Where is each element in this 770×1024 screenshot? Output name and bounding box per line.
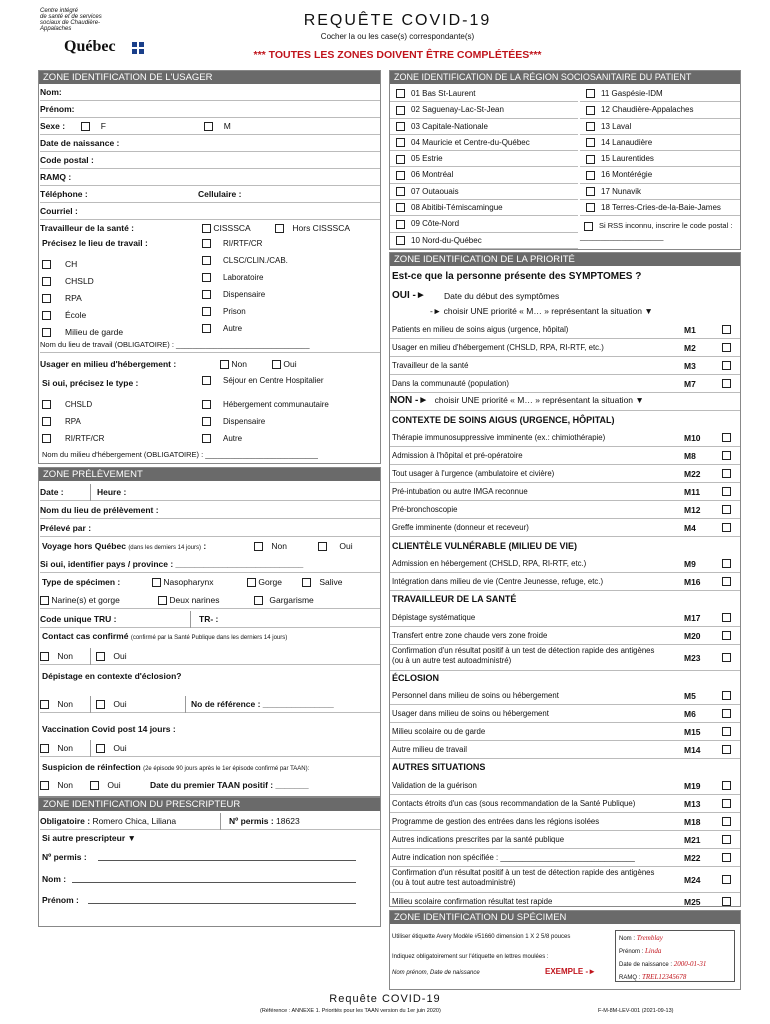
choisir-priorite-oui: -► choisir UNE priorité « M… » représentant la situation ▼ — [430, 306, 653, 316]
region-checkbox[interactable] — [396, 171, 405, 180]
priority-label: Usager dans milieu de soins ou hébergement — [392, 709, 549, 718]
region-checkbox[interactable] — [586, 122, 595, 131]
deux-narines-checkbox[interactable] — [158, 596, 167, 605]
gargarisme-checkbox[interactable] — [254, 596, 263, 605]
section-vulnerable: CLIENTÈLE VULNÉRABLE (MILIEU DE VIE) — [392, 541, 578, 551]
region-option[interactable] — [580, 167, 740, 183]
priority-label: Personnel dans milieu de soins ou hébergement — [392, 691, 559, 700]
region-checkbox[interactable] — [586, 106, 595, 115]
region-option[interactable] — [390, 216, 578, 232]
ri-rtf-checkbox[interactable] — [202, 239, 211, 248]
region-label: 17 Nunavik — [601, 186, 642, 196]
region-label: 04 Mauricie et Centre-du-Québec — [411, 137, 530, 147]
footer-title: Requête COVID-19 — [329, 993, 441, 1005]
sejour-checkbox[interactable] — [202, 376, 211, 385]
region-option[interactable] — [390, 119, 578, 135]
priority-checkbox[interactable] — [722, 361, 731, 370]
region-checkbox[interactable] — [396, 106, 405, 115]
priority-checkbox[interactable] — [722, 505, 731, 514]
region-checkbox[interactable] — [586, 187, 595, 196]
region-checkbox[interactable] — [586, 138, 595, 147]
priority-code: M13 — [684, 799, 701, 809]
priority-row — [390, 447, 740, 465]
region-checkbox[interactable] — [396, 155, 405, 164]
region-checkbox[interactable] — [396, 187, 405, 196]
zone-usager-title: ZONE IDENTIFICATION DE L'USAGER — [39, 71, 380, 84]
reference-field[interactable]: No de référence : _______________ — [185, 696, 334, 713]
prescripteur-row: Obligatoire : Romero Chica, Liliana Nº permis : 18623 — [40, 813, 380, 830]
region-option[interactable] — [580, 119, 740, 135]
sexe-f-checkbox[interactable] — [81, 122, 90, 131]
priority-code: M4 — [684, 523, 696, 533]
priority-label: Patients en milieu de soins aigus (urgence, hôpital) — [392, 325, 569, 334]
priority-code: M14 — [684, 745, 701, 755]
zone-prescripteur-title: ZONE IDENTIFICATION DU PRESCRIPTEUR — [39, 798, 380, 811]
heb-communautaire-checkbox[interactable] — [202, 400, 211, 409]
naso-checkbox[interactable] — [152, 578, 161, 587]
permis-value: 18623 — [276, 816, 300, 826]
contact-label: Contact cas confirmé (confirmé par la Santé Publique dans les derniers 14 jours) — [42, 631, 288, 641]
ramq-field[interactable]: RAMQ : — [40, 169, 380, 186]
priority-label: Pré-intubation ou autre IMGA reconnue — [392, 487, 528, 496]
priority-row — [390, 429, 740, 447]
priority-checkbox[interactable] — [722, 781, 731, 790]
eclosion-options: Non Oui No de référence : _______________ — [40, 696, 380, 713]
priority-code: M9 — [684, 559, 696, 569]
priority-rows-vulnerable — [390, 555, 740, 591]
date-symptomes-field[interactable]: Date du début des symptômes — [444, 291, 560, 301]
priority-checkbox[interactable] — [722, 577, 731, 586]
region-option[interactable] — [390, 102, 578, 118]
nom-lieu-travail-field[interactable]: Nom du lieu de travail (OBLIGATOIRE) : ________________________________ — [40, 337, 380, 353]
priority-code: M19 — [684, 781, 701, 791]
priority-row — [390, 465, 740, 483]
zone-specimen-title: ZONE IDENTIFICATION DU SPÉCIMEN — [390, 911, 740, 924]
priority-row — [390, 339, 740, 357]
region-label: 02 Saguenay-Lac-St-Jean — [411, 105, 504, 115]
priority-checkbox[interactable] — [722, 343, 731, 352]
priority-label: Usager en milieu d'hébergement (CHSLD, RPA, RI-RTF, etc.) — [392, 343, 604, 352]
footer-reference: (Référence : ANNEXE 1. Priorités pour les TAAN version du 1er juin 2020) — [260, 1008, 441, 1014]
priority-label: Intégration dans milieu de vie (Centre Jeunesse, refuge, etc.) — [392, 577, 604, 586]
eclosion-non-checkbox[interactable] — [40, 700, 49, 709]
priority-code: M6 — [684, 709, 696, 719]
salive-checkbox[interactable] — [302, 578, 311, 587]
ch-checkbox[interactable] — [42, 260, 51, 269]
nom-hebergement-field[interactable]: Nom du milieu d'hébergement (OBLIGATOIRE) : ___________________________ — [42, 450, 318, 459]
clsc-checkbox[interactable] — [202, 256, 211, 265]
logo-text: Centre intégré de santé et de services sociaux de Chaudière- Appalaches — [40, 8, 102, 32]
specimen-instr-1: Utiliser étiquette Avery Modèle #51660 dimension 1 X 2 5/8 pouces — [392, 934, 571, 940]
priority-row — [390, 849, 740, 867]
heure-field[interactable]: Heure : — [90, 484, 126, 501]
heberg-non-checkbox[interactable] — [220, 360, 229, 369]
priority-checkbox[interactable] — [722, 691, 731, 700]
priority-checkbox[interactable] — [722, 433, 731, 442]
region-label: 16 Montérégie — [601, 170, 653, 180]
priority-rows-travailleur — [390, 609, 740, 671]
courriel-field[interactable]: Courriel : — [40, 203, 380, 220]
vaccination-label: Vaccination Covid post 14 jours : — [42, 724, 176, 734]
section-soins-aigus: CONTEXTE DE SOINS AIGUS (URGENCE, HÔPITAL) — [392, 415, 615, 425]
region-checkbox[interactable] — [396, 236, 405, 245]
zone-priorite-title: ZONE IDENTIFICATION DE LA PRIORITÉ — [390, 253, 740, 266]
priority-rows-eclosion — [390, 687, 740, 759]
priority-label: Autre milieu de travail — [392, 745, 467, 754]
priority-code: M3 — [684, 361, 696, 371]
priority-checkbox[interactable] — [722, 653, 731, 662]
footer-code: F-M-8M-LEV-001 (2021-09-13) — [598, 1008, 674, 1014]
priority-checkbox[interactable] — [722, 559, 731, 568]
autre-nom-field[interactable]: Nom : — [42, 874, 356, 884]
contact-options: Non Oui — [40, 648, 380, 665]
priority-row — [390, 357, 740, 375]
lieu-prelevement-field[interactable]: Nom du lieu de prélèvement : — [40, 502, 380, 519]
priority-label: Milieu scolaire confirmation résultat test rapide — [392, 897, 553, 906]
specimen-row-2: Narine(s) et gorge Deux narines Gargarisme — [40, 592, 380, 609]
priority-checkbox[interactable] — [722, 469, 731, 478]
region-checkbox[interactable] — [396, 203, 405, 212]
region-checkbox[interactable] — [586, 203, 595, 212]
priority-checkbox[interactable] — [722, 523, 731, 532]
zone-prelevement-title: ZONE PRÉLÈVEMENT — [39, 468, 380, 481]
preleve-par-field[interactable]: Prélevé par : — [40, 520, 380, 537]
priority-code: M7 — [684, 379, 696, 389]
priority-row — [390, 627, 740, 645]
region-option[interactable] — [390, 135, 578, 151]
region-label: 15 Laurentides — [601, 154, 654, 164]
autre-prenom-field[interactable]: Prénom : — [42, 895, 356, 905]
prescripteur-name: Romero Chica, Liliana — [92, 816, 177, 826]
reinfection-label: Suspicion de réinfection (2e épisode 90 jours après le 1er épisode confirmé par TAAN): — [42, 762, 310, 772]
region-label: 14 Lanaudière — [601, 137, 653, 147]
priority-code: M18 — [684, 817, 701, 827]
priority-label: Milieu scolaire ou de garde — [392, 727, 486, 736]
symptomes-question: Est-ce que la personne présente des SYMPTOMES ? — [392, 271, 642, 282]
priority-checkbox[interactable] — [722, 799, 731, 808]
rpa-checkbox[interactable] — [42, 294, 51, 303]
priority-code: M21 — [684, 835, 701, 845]
nom-field[interactable]: Nom: — [40, 84, 380, 101]
priority-row — [390, 321, 740, 339]
region-option[interactable] — [580, 200, 740, 216]
laboratoire-checkbox[interactable] — [202, 273, 211, 282]
heberg-oui-checkbox[interactable] — [272, 360, 281, 369]
priority-checkbox[interactable] — [722, 817, 731, 826]
form-title: REQUÊTE COVID-19 — [303, 12, 492, 29]
eclosion-label: Dépistage en contexte d'éclosion? — [42, 671, 182, 681]
code-postal-field[interactable]: Code postal : — [40, 152, 380, 169]
section-autres: AUTRES SITUATIONS — [392, 762, 486, 772]
heb-chsld-checkbox[interactable] — [42, 400, 51, 409]
lieu-travail-label: Précisez le lieu de travail : — [42, 238, 148, 248]
form-subtitle: Cocher la ou les case(s) correspondante(s) — [320, 32, 475, 41]
region-checkbox[interactable] — [586, 89, 595, 98]
priority-row — [390, 555, 740, 573]
priority-code: M23 — [684, 653, 701, 663]
prenom-field[interactable]: Prénom: — [40, 101, 380, 118]
dob-field[interactable]: Date de naissance : — [40, 135, 380, 152]
region-option[interactable] — [580, 102, 740, 118]
priority-code: M22 — [684, 853, 701, 863]
region-label: 09 Côte-Nord — [411, 219, 460, 229]
voyage-oui-checkbox[interactable] — [318, 542, 327, 551]
eclosion-oui-checkbox[interactable] — [96, 700, 105, 709]
chsld-checkbox[interactable] — [42, 277, 51, 286]
priority-checkbox[interactable] — [722, 875, 731, 884]
priority-label: Tout usager à l'urgence (ambulatoire et civière) — [392, 469, 555, 478]
oui-label: OUI -► — [392, 290, 426, 301]
priority-label: Confirmation d'un résultat positif à un test de détection rapide des antigènes (ou à tout autre test autoadministré) — [392, 868, 655, 887]
specimen-instr-3: Nom prénom, Date de naissance — [392, 970, 480, 976]
region-option[interactable] — [580, 86, 740, 102]
lieu-right-list: RI/RTF/CR CLSC/CLIN./CAB. Laboratoire Dispensaire Prison Autre — [202, 235, 288, 337]
hors-cisssca-checkbox[interactable] — [275, 224, 284, 233]
sexe-m-checkbox[interactable] — [204, 122, 213, 131]
priority-checkbox[interactable] — [722, 897, 731, 906]
priority-row — [390, 519, 740, 537]
ecole-checkbox[interactable] — [42, 311, 51, 320]
priority-checkbox[interactable] — [722, 613, 731, 622]
sexe-row: Sexe : F M — [40, 118, 380, 135]
tru-field[interactable]: Code unique TRU : — [40, 614, 117, 624]
voyage-non-checkbox[interactable] — [254, 542, 263, 551]
region-checkbox[interactable] — [586, 171, 595, 180]
priority-label: Travailleur de la santé — [392, 361, 469, 370]
logo-name: Québec — [64, 38, 116, 55]
priority-code: M16 — [684, 577, 701, 587]
region-checkbox[interactable] — [396, 122, 405, 131]
heb-ri-checkbox[interactable] — [42, 434, 51, 443]
zone-region-title: ZONE IDENTIFICATION DE LA RÉGION SOCIOSANITAIRE DU PATIENT — [390, 71, 740, 84]
autre-checkbox[interactable] — [202, 324, 211, 333]
priority-row — [390, 645, 740, 671]
priority-checkbox[interactable] — [722, 853, 731, 862]
priority-checkbox[interactable] — [722, 727, 731, 736]
specimen-instr-2: Indiquez obligatoirement sur l'étiquette en lettres moulées : — [392, 954, 549, 960]
heb-autre-checkbox[interactable] — [202, 434, 211, 443]
reinfection-options: Non Oui Date du premier TAAN positif : _______ — [40, 777, 380, 794]
non-row: NON -► choisir UNE priorité « M… » représentant la situation ▼ — [390, 395, 740, 411]
rss-field[interactable]: Si RSS inconnu, inscrire le code postal : ____________________ — [580, 221, 733, 241]
priority-checkbox[interactable] — [722, 631, 731, 640]
garde-checkbox[interactable] — [42, 328, 51, 337]
region-option[interactable] — [580, 151, 740, 167]
hebergement-row: Usager en milieu d'hébergement : Non Oui — [40, 359, 297, 369]
pays-field[interactable]: Si oui, identifier pays / province : ___________________________ — [40, 556, 380, 573]
narines-checkbox[interactable] — [40, 596, 49, 605]
priority-row — [390, 741, 740, 759]
tru-row — [40, 611, 380, 628]
priority-row — [390, 893, 740, 911]
gorge-checkbox[interactable] — [247, 578, 256, 587]
region-option[interactable] — [390, 86, 578, 102]
region-option[interactable] — [390, 200, 578, 216]
autre-permis-field[interactable]: Nº permis : — [42, 852, 356, 862]
priority-label: Dépistage systématique — [392, 613, 476, 622]
priority-label: Greffe imminente (donneur et receveur) — [392, 523, 529, 532]
cisssca-checkbox[interactable] — [202, 224, 211, 233]
priority-checkbox[interactable] — [722, 325, 731, 334]
travailleur-row: Travailleur de la santé : CISSSCA Hors CISSSCA — [40, 223, 350, 233]
date-heure-row — [40, 484, 380, 501]
priority-row — [390, 867, 740, 893]
si-oui-type-label: Si oui, précisez le type : — [42, 378, 139, 388]
heberg-right-list: Hébergement communautaire Dispensaire Autre — [202, 396, 329, 447]
region-option[interactable] — [390, 233, 578, 249]
priority-code: M8 — [684, 451, 696, 461]
priority-checkbox[interactable] — [722, 709, 731, 718]
priority-code: M22 — [684, 469, 701, 479]
warning-banner: *** TOUTES LES ZONES DOIVENT ÊTRE COMPLÉTÉES*** — [253, 49, 542, 61]
priority-checkbox[interactable] — [722, 379, 731, 388]
telephone-field[interactable]: Téléphone : Cellulaire : — [40, 186, 380, 203]
dispensaire-checkbox[interactable] — [202, 290, 211, 299]
priority-code: M17 — [684, 613, 701, 623]
region-option[interactable] — [390, 167, 578, 183]
priority-label: Confirmation d'un résultat positif à un test de détection rapide des antigènes (ou à un autre test autoadministré) — [392, 646, 655, 665]
priority-code: M12 — [684, 505, 701, 515]
heb-rpa-checkbox[interactable] — [42, 417, 51, 426]
priority-label: Admission en hébergement (CHSLD, RPA, RI-RTF, etc.) — [392, 559, 587, 568]
priority-code: M25 — [684, 897, 701, 907]
priority-row — [390, 375, 740, 393]
priority-row — [390, 813, 740, 831]
priority-row — [390, 573, 740, 591]
priority-rows-autres — [390, 777, 740, 911]
region-checkbox[interactable] — [396, 89, 405, 98]
priority-rows-soins-aigus — [390, 429, 740, 537]
region-label: 11 Gaspésie-IDM — [601, 89, 663, 98]
priority-code: M5 — [684, 691, 696, 701]
priority-label: Thérapie immunosuppressive imminente (ex.: chimiothérapie) — [392, 433, 606, 442]
autre-prescripteur-label: Si autre prescripteur ▼ — [42, 833, 136, 843]
priority-row — [390, 705, 740, 723]
region-option[interactable] — [390, 184, 578, 200]
reinf-oui-checkbox[interactable] — [90, 781, 99, 790]
section-eclosion: ÉCLOSION — [392, 673, 440, 683]
region-label: 10 Nord-du-Québec — [411, 235, 482, 245]
lieu-left-list: CH CHSLD RPA École Milieu de garde — [42, 256, 123, 341]
priority-label: Admission à l'hôpital et pré-opératoire — [392, 451, 523, 460]
priority-code: M1 — [684, 325, 696, 335]
tr-field[interactable]: TR- : — [190, 611, 218, 628]
region-option[interactable] — [390, 151, 578, 167]
vaccination-options: Non Oui — [40, 740, 380, 757]
region-label: 18 Terres-Cries-de-la-Baie-James — [601, 203, 721, 213]
priority-row — [390, 483, 740, 501]
priority-code: M11 — [684, 487, 701, 497]
priority-code: M15 — [684, 727, 701, 737]
priority-code: M24 — [684, 875, 701, 885]
region-option[interactable] — [580, 184, 740, 200]
region-label: 08 Abitibi-Témiscamingue — [411, 203, 503, 213]
vacc-oui-checkbox[interactable] — [96, 744, 105, 753]
heb-dispensaire-checkbox[interactable] — [202, 417, 211, 426]
specimen-row: Type de spécimen : Nasopharynx Gorge Salive — [42, 577, 343, 587]
priority-checkbox[interactable] — [722, 745, 731, 754]
voyage-row: Voyage hors Québec (dans les derniers 14 jours) : Non Oui — [42, 541, 353, 551]
region-label: 05 Estrie — [411, 154, 443, 164]
prison-checkbox[interactable] — [202, 307, 211, 316]
priority-checkbox[interactable] — [722, 487, 731, 496]
priority-label: Transfert entre zone chaude vers zone froide — [392, 631, 548, 640]
priority-code: M10 — [684, 433, 701, 443]
priority-row — [390, 687, 740, 705]
priority-label: Autre indication non spécifiée : _______________________________ — [392, 853, 635, 862]
region-left-list — [390, 86, 578, 249]
exemple-label: EXEMPLE -► — [545, 967, 597, 976]
priority-rows-symptomes — [390, 321, 740, 393]
region-label: 06 Montréal — [411, 170, 454, 180]
region-right-list — [580, 86, 740, 216]
section-travailleur: TRAVAILLEUR DE LA SANTÉ — [392, 594, 517, 604]
date-field[interactable]: Date : — [40, 487, 64, 497]
heberg-left-list: CHSLD RPA RI/RTF/CR — [42, 396, 104, 447]
priority-label: Validation de la guérison — [392, 781, 477, 790]
priority-row — [390, 609, 740, 627]
priority-code: M2 — [684, 343, 696, 353]
priority-row — [390, 795, 740, 813]
taan-date-field[interactable]: Date du premier TAAN positif : _______ — [150, 780, 309, 790]
priority-checkbox[interactable] — [722, 451, 731, 460]
contact-non-checkbox[interactable] — [40, 652, 49, 661]
priority-label: Contacts étroits d'un cas (sous recommandation de la Santé Publique) — [392, 799, 636, 808]
priority-checkbox[interactable] — [722, 835, 731, 844]
priority-row — [390, 777, 740, 795]
region-label: 12 Chaudière-Appalaches — [601, 105, 694, 115]
vacc-non-checkbox[interactable] — [40, 744, 49, 753]
priority-code: M20 — [684, 631, 701, 641]
priority-label: Pré-bronchoscopie — [392, 505, 458, 514]
sejour-ch-option: Séjour en Centre Hospitalier — [202, 376, 324, 385]
priority-row — [390, 831, 740, 849]
priority-label: Autres indications prescrites par la santé publique — [392, 835, 565, 844]
region-checkbox[interactable] — [586, 155, 595, 164]
region-label: 07 Outaouais — [411, 186, 459, 196]
priority-row — [390, 723, 740, 741]
specimen-label-example: Nom : Tremblay Prénom : Linda Date de naissance : 2000-01-31 RAMQ : TREL12345678 — [615, 930, 735, 982]
region-option[interactable] — [580, 135, 740, 151]
region-checkbox[interactable] — [396, 138, 405, 147]
region-label: 03 Capitale-Nationale — [411, 121, 488, 131]
priority-row — [390, 501, 740, 519]
priority-label: Dans la communauté (population) — [392, 379, 510, 388]
contact-oui-checkbox[interactable] — [96, 652, 105, 661]
reinf-non-checkbox[interactable] — [40, 781, 49, 790]
priority-label: Programme de gestion des entrées dans les régions isolées — [392, 817, 600, 826]
region-label: 01 Bas St-Laurent — [411, 89, 476, 98]
region-label: 13 Laval — [601, 121, 632, 131]
region-checkbox[interactable] — [396, 220, 405, 229]
